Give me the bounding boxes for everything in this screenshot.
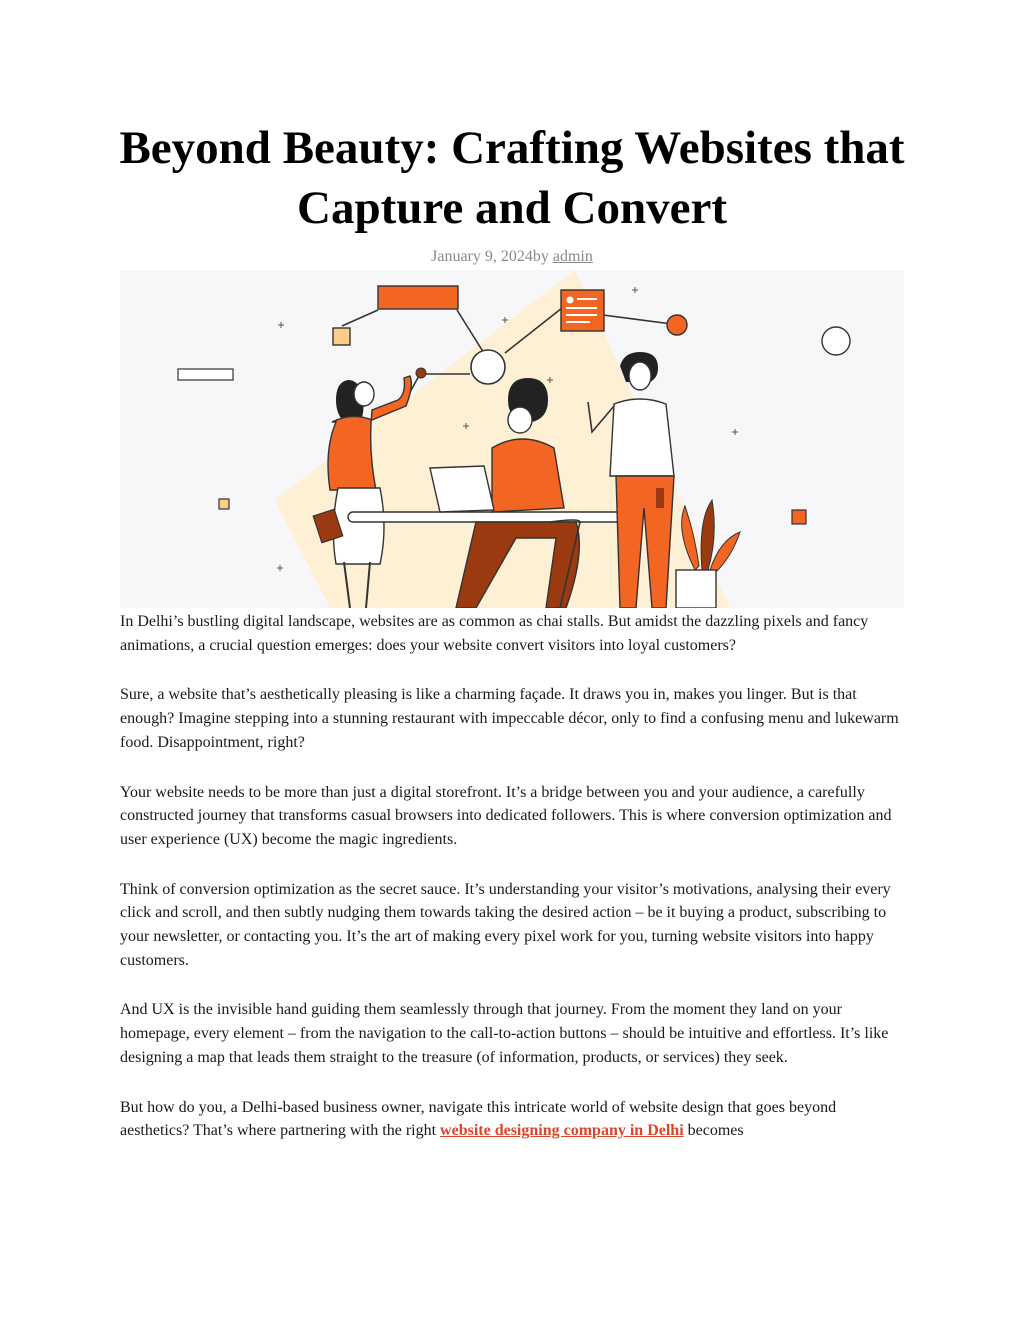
diagram-node xyxy=(792,510,806,524)
page-title: Beyond Beauty: Crafting Websites that Capture and Convert xyxy=(119,122,905,234)
sparkle xyxy=(732,429,738,435)
article-paragraph: And UX is the invisible hand guiding them seamlessly through that journey. From the moment they land on your homepage, every element – from the navigation to the call-to-action buttons – should be intuitive and effortless. It’s like designing a map that leads them straight to the treasure (of information, products, or services) they seek. xyxy=(120,1001,889,1066)
article-paragraph: Sure, a website that’s aesthetically pleasing is like a charming façade. It draws you in, makes you linger. But is that enough? Imagine stepping into a stunning restaurant with impeccable décor, only to find a confusing menu and lukewarm food. Disappointment, right? xyxy=(120,686,899,751)
team-collaboration-illustration xyxy=(120,270,904,608)
hero-image xyxy=(120,270,904,608)
connector-line xyxy=(342,310,378,326)
author-link[interactable]: admin xyxy=(552,248,593,265)
website-designing-company-link[interactable]: website designing company in Delhi xyxy=(440,1122,684,1140)
article-body xyxy=(120,610,904,1169)
post-meta xyxy=(120,247,904,267)
paragraph-text: But how do you, a Delhi-based business owner, navigate this intricate world of website design that goes beyond aesthetics? That’s where partnering with the right xyxy=(120,1098,837,1140)
article-paragraph: Your website needs to be more than just a digital storefront. It’s a bridge between you and your audience, a carefully constructed journey that transforms casual browsers into dedicated followers. This is where conversion optimization and user experience (UX) become the magic ingredients. xyxy=(120,783,892,848)
sparkle xyxy=(278,322,284,328)
diagram-node xyxy=(219,499,229,509)
diagram-node xyxy=(471,350,505,384)
article-paragraph-with-link xyxy=(120,1096,904,1143)
diagram-node xyxy=(378,286,458,309)
article-paragraph: Think of conversion optimization as the secret sauce. It’s understanding your visitor’s motivations, analysing their every click and scroll, and then subtly nudging them towards taking the desired action – be it buying a product, subscribing to your newsletter, or contacting you. It’s the art of making every pixel work for you, turning website visitors into happy customers. xyxy=(120,880,891,969)
article-paragraph: In Delhi’s bustling digital landscape, websites are as common as chai stalls. But amidst the dazzling pixels and fancy animations, a crucial question emerges: does your website convert visitors into loyal customers? xyxy=(120,613,869,654)
post-by: by xyxy=(532,248,549,265)
paragraph-text: becomes xyxy=(683,1122,744,1140)
connector-line xyxy=(603,315,672,324)
diagram-node xyxy=(333,328,350,345)
desk xyxy=(348,512,630,522)
sparkle xyxy=(277,565,283,571)
diagram-node xyxy=(178,369,233,380)
diagram-node xyxy=(822,327,850,355)
post-date: January 9, 2024 xyxy=(431,248,533,265)
sparkle xyxy=(632,287,638,293)
diagram-card xyxy=(561,290,604,331)
diagram-node xyxy=(667,315,687,335)
